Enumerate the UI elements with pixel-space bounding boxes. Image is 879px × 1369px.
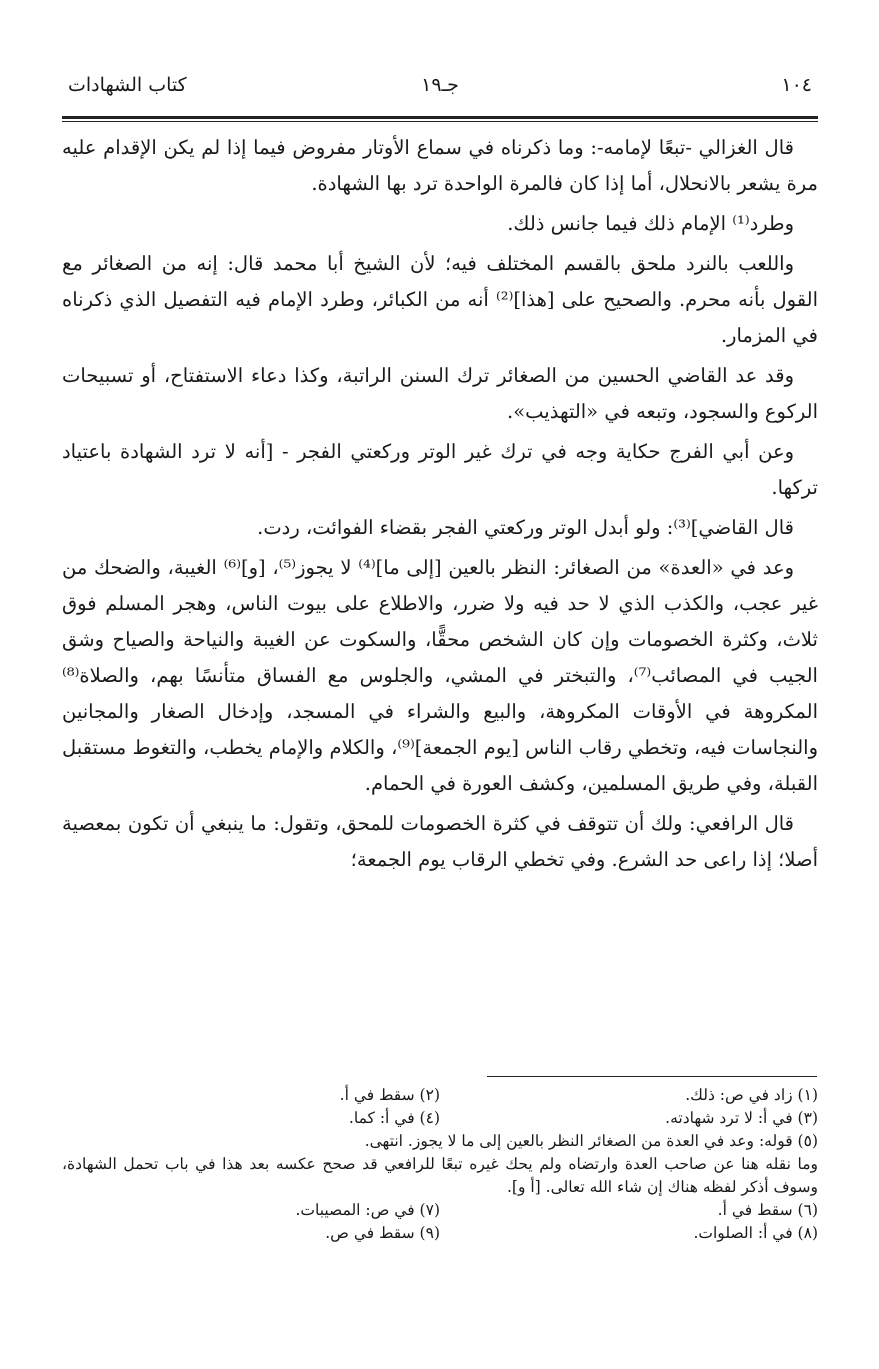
footnote-6: (٦) سقط في أ. — [717, 1201, 818, 1219]
header-rule-thin — [62, 121, 818, 122]
footnote-divider — [487, 1076, 817, 1077]
header-rule-thick — [62, 116, 818, 119]
footnote-9: (٩) سقط في ص. — [325, 1224, 440, 1242]
footnote-row — [62, 1107, 818, 1130]
footnote-8: (٨) في أ: الصلوات. — [693, 1224, 818, 1242]
paragraph: قال الرافعي: ولك أن تتوقف في كثرة الخصومات للمحق، وتقول: ما ينبغي أن تكون بمعصية أصلا؛ إذا راعى حد الشرع. وفي تخطي الرقاب يوم الجمعة؛ — [62, 812, 818, 871]
paragraph: واللعب بالنرد ملحق بالقسم المختلف فيه؛ لأن الشيخ أبا محمد قال: إنه من الصغائر مع القول بأنه محرم. والصحيح على [هذا]⁽²⁾ أنه من الكبائر، وطرد الإمام فيه التفصيل الذي ذكرناه في المزمار. — [62, 252, 818, 347]
footnote-row — [62, 1084, 818, 1107]
footnote-3: (٣) في أ: لا ترد شهادته. — [665, 1109, 818, 1127]
main-text — [62, 130, 818, 882]
paragraph: قال الغزالي -تبعًا لإمامه-: وما ذكرناه في سماع الأوتار مفروض فيما إذا لم يكن الإقدام عليه مرة يشعر بالانحلال، أما إذا كان فالمرة الواحدة ترد بها الشهادة. — [62, 136, 818, 195]
page-number: ١٠٤ — [781, 74, 812, 96]
page-header — [62, 70, 818, 110]
footnotes — [62, 1084, 818, 1245]
footnote-5: (٥) قوله: وعد في العدة من الصغائر النظر بالعين إلى ما لا يجوز. انتهى. — [364, 1132, 818, 1150]
paragraph: وقد عد القاضي الحسين من الصغائر ترك السنن الراتبة، وكذا دعاء الاستفتاح، أو تسبيحات الركوع والسجود، وتبعه في «التهذيب». — [62, 364, 818, 423]
footnote-2: (٢) سقط في أ. — [339, 1086, 440, 1104]
footnote-1: (١) زاد في ص: ذلك. — [685, 1086, 818, 1104]
volume-label: جـ١٩ — [421, 74, 459, 96]
paragraph: وعن أبي الفرج حكاية وجه في ترك غير الوتر وركعتي الفجر - [أنه لا ترد الشهادة باعتياد تركها. — [62, 440, 818, 499]
paragraph: قال القاضي]⁽³⁾: ولو أبدل الوتر وركعتي الفجر بقضاء الفوائت، ردت. — [257, 516, 794, 539]
book-title: كتاب الشهادات — [68, 74, 187, 96]
footnote-5-continuation: وما نقله هنا عن صاحب العدة وارتضاه ولم يحك غيره تبعًا للرافعي قد صحح عكسه بعد هذا في باب تحمل الشهادة، وسوف أذكر لفظه هناك إن شاء الله تعالى. [أ و]. — [62, 1155, 818, 1196]
paragraph: وعد في «العدة» من الصغائر: النظر بالعين [إلى ما]⁽⁴⁾ لا يجوز⁽⁵⁾، [و]⁽⁶⁾ الغيبة، والضحك من غير عجب، والكذب الذي لا حد فيه ولا ضرر، والاطلاع على بيوت الناس، وهجر المسلم فوق ثلاث، وكثرة الخصومات وإن كان الشخص محقًّا، والسكوت عن الغيبة والنياحة والصياح وشق الجيب في المصائب⁽⁷⁾، والتبختر في المشي، والجلوس مع الفساق متأنسًا بهم، والصلاة⁽⁸⁾ المكروهة في الأوقات المكروهة، والبيع والشراء في المسجد، وإدخال الصغار والمجانين والنجاسات فيه، وتخطي رقاب الناس [يوم الجمعة]⁽⁹⁾، والكلام والإمام يخطب، والتغوط مستقبل القبلة، وفي طريق المسلمين، وكشف العورة في الحمام. — [62, 556, 818, 795]
footnote-row — [62, 1199, 818, 1222]
paragraph: وطرد⁽¹⁾ الإمام ذلك فيما جانس ذلك. — [507, 212, 794, 235]
footnote-row — [62, 1222, 818, 1245]
footnote-7: (٧) في ص: المصيبات. — [295, 1201, 440, 1219]
footnote-4: (٤) في أ: كما. — [348, 1109, 440, 1127]
